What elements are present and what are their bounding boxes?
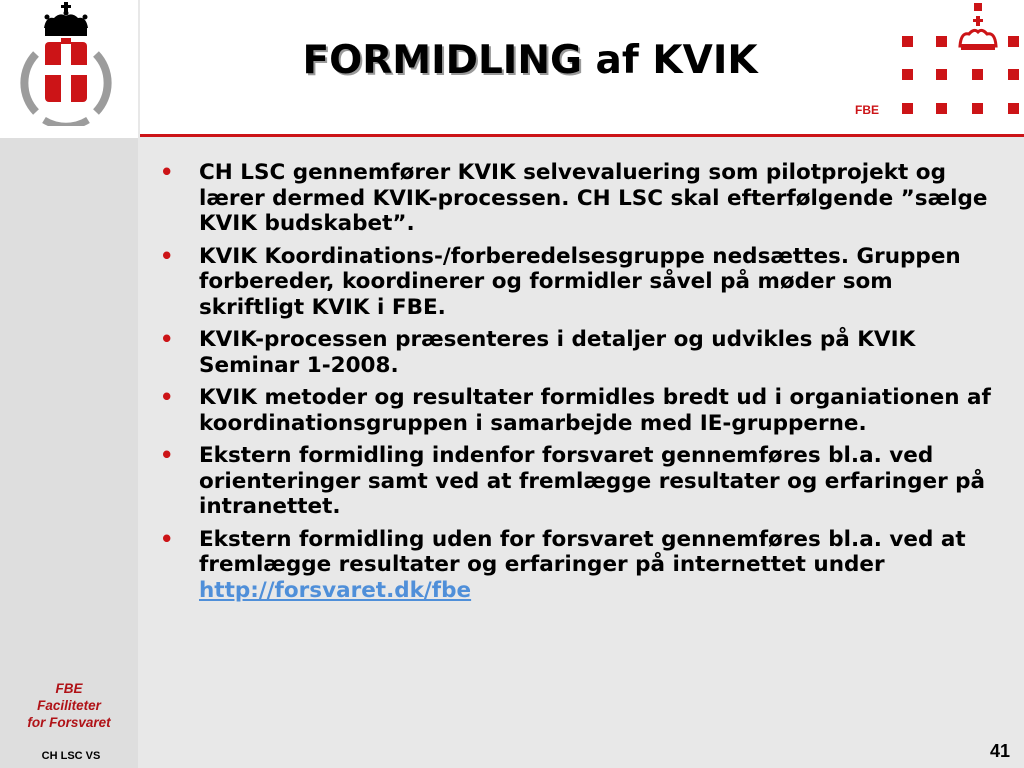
bullet-text: Ekstern formidling indenfor forsvaret gennemføres bl.a. ved orienteringer samt ved at fremlægge resultater og erfaringer på intranettet.: [199, 443, 986, 519]
header-rule: [140, 134, 1024, 137]
fbe-website-link[interactable]: http://forsvaret.dk/fbe: [199, 577, 472, 603]
list-item: [160, 160, 1000, 237]
title-main: FORMIDLING: [302, 38, 582, 83]
org-line: Faciliteter: [37, 698, 101, 713]
title-rest: af KVIK: [581, 38, 758, 83]
fbe-label: FBE: [855, 103, 879, 117]
crown-cross-shield-icon: [14, 2, 118, 126]
bullet-text: KVIK Koordinations-/forberedelsesgruppe nedsættes. Gruppen forbereder, koordinerer og formidler såvel på møder som skriftligt KVIK i FBE.: [199, 243, 961, 320]
bullet-dot-icon: •: [160, 327, 174, 351]
sidebar-divider: [138, 0, 140, 768]
list-item: [160, 327, 1000, 378]
footer-code: CH LSC VS: [41, 750, 101, 762]
crown-dot-grid-icon: [900, 0, 1024, 120]
slide-title: [140, 38, 920, 83]
list-item: [160, 385, 1000, 436]
org-line: for Forsvaret: [27, 715, 111, 730]
sidebar: [0, 138, 138, 768]
list-item: [160, 527, 1000, 604]
bullet-text: Ekstern formidling uden for forsvaret gennemføres bl.a. ved at fremlægge resultater og erfaringer på internettet under: [199, 526, 966, 577]
bullet-text: KVIK metoder og resultater formidles bredt ud i organiationen af koordinationsgruppen i samarbejde med IE-grupperne.: [199, 385, 991, 436]
organization-name: [0, 680, 138, 731]
bullet-dot-icon: •: [160, 526, 174, 551]
bullet-dot-icon: •: [160, 443, 174, 467]
bullet-dot-icon: •: [160, 160, 174, 184]
list-item: [160, 244, 1000, 321]
bullet-dot-icon: •: [160, 385, 174, 409]
bullet-dot-icon: •: [160, 243, 174, 268]
org-abbrev: FBE: [55, 681, 83, 696]
list-item: [160, 443, 1000, 520]
bullet-text: CH LSC gennemfører KVIK selvevaluering som pilotprojekt og lærer dermed KVIK-processen. CH LSC skal efterfølgende ”sælge KVIK budskabet”.: [199, 160, 988, 236]
bullet-text: KVIK-processen præsenteres i detaljer og udvikles på KVIK Seminar 1-2008.: [199, 327, 916, 378]
page-number: 41: [989, 741, 1010, 761]
bullet-list: [160, 160, 1000, 610]
